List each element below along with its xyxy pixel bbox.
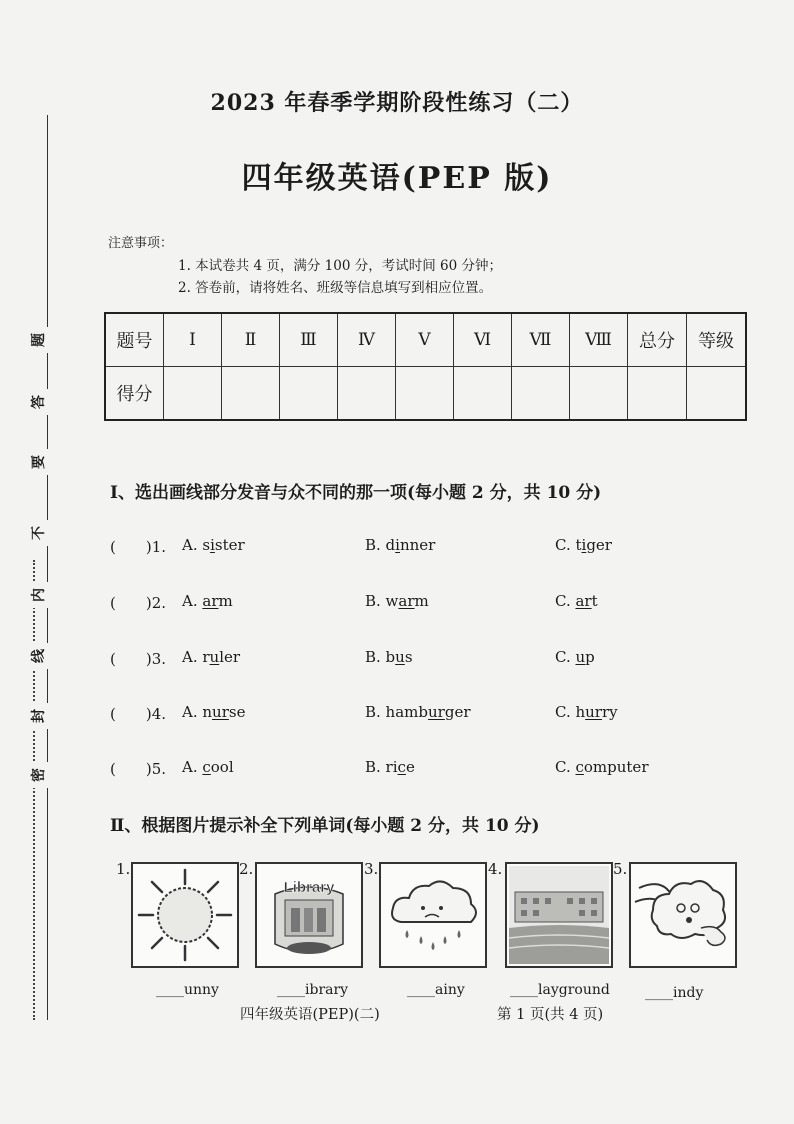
word-blank-windy[interactable]: ____indy [645, 985, 704, 1001]
option-text: B. b [365, 648, 396, 666]
underlined-letters: ar [575, 592, 592, 610]
section-1-title [110, 478, 601, 503]
option-text: C. t [555, 536, 582, 554]
option-text: omputer [583, 758, 649, 776]
rainy-cloud-picture [379, 862, 487, 968]
total-score-label: 总分 [628, 313, 687, 367]
section-number-cell: Ⅴ [396, 313, 454, 367]
section-number-cell: Ⅲ [280, 313, 338, 367]
picture-number: 4. [488, 860, 503, 878]
option-text: A. s [182, 536, 211, 554]
option-a[interactable] [182, 758, 234, 776]
underlined-letters: i [395, 536, 400, 554]
score-label: 得分 [105, 367, 164, 421]
library-picture [255, 862, 363, 968]
word-blank-sunny[interactable]: ____unny [156, 982, 219, 998]
picture-number: 1. [116, 860, 131, 878]
notice-item: 1. 本试卷共 4 页，满分 100 分，考试时间 60 分钟； [178, 258, 502, 274]
section-number-cell: Ⅶ [512, 313, 570, 367]
question-row [110, 703, 750, 727]
section-1-heading: Ⅰ、选出画线部分发音与众不同的那一项 [110, 483, 407, 503]
sun-picture [131, 862, 239, 968]
score-cell[interactable] [280, 367, 338, 421]
underlined-letters: c [397, 758, 406, 776]
option-text: A. [182, 592, 203, 610]
option-a[interactable] [182, 592, 233, 610]
seal-char: 线 [29, 643, 49, 669]
underlined-letters: ur [585, 703, 602, 721]
option-text: p [585, 648, 595, 666]
option-text: A. [182, 758, 203, 776]
question-number[interactable]: ( )1. [110, 538, 167, 556]
option-c[interactable] [555, 592, 598, 610]
picture-number: 2. [239, 860, 254, 878]
option-text: ger [444, 703, 471, 721]
question-number[interactable]: ( )4. [110, 705, 167, 723]
option-text: ool [210, 758, 234, 776]
option-text: m [218, 592, 233, 610]
question-number[interactable]: ( )2. [110, 594, 167, 612]
option-text: B. ri [365, 758, 398, 776]
notice-item: 2. 答卷前，请将姓名、班级等信息填写到相应位置。 [178, 280, 493, 296]
footer-page-number: 第 1 页(共 4 页) [497, 1007, 604, 1023]
playground-picture [505, 862, 613, 968]
exam-title: 2023 年春季学期阶段性练习（二） [210, 90, 584, 116]
word-blank-library[interactable]: ____ibrary [277, 982, 349, 998]
word-blank-rainy[interactable]: ____ainy [407, 982, 465, 998]
option-text: A. r [182, 648, 210, 666]
footer-subject: 四年级英语(PEP)(二) [240, 1007, 380, 1023]
option-text: C. [555, 592, 576, 610]
underlined-letters: c [575, 758, 584, 776]
section-number-cell: Ⅱ [222, 313, 280, 367]
option-b[interactable] [365, 592, 429, 610]
option-a[interactable] [182, 536, 245, 554]
notice-heading: 注意事项： [108, 236, 174, 251]
underlined-letters: i [581, 536, 587, 554]
score-table-header-row [105, 313, 746, 367]
score-cell[interactable] [338, 367, 396, 421]
underlined-letters: i [210, 536, 215, 554]
option-c[interactable] [555, 703, 618, 721]
option-text: se [228, 703, 246, 721]
option-text: ler [219, 648, 241, 666]
subject-title: 四年级英语(PEP 版) [241, 161, 553, 196]
section-number-cell: Ⅵ [454, 313, 512, 367]
seal-char: 答 [29, 389, 49, 415]
underlined-letters: c [202, 758, 211, 776]
question-number[interactable]: ( )5. [110, 760, 167, 778]
option-c[interactable] [555, 536, 612, 554]
score-cell[interactable] [454, 367, 512, 421]
question-number[interactable]: ( )3. [110, 650, 167, 668]
option-text: B. hamb [365, 703, 428, 721]
seal-char: 要 [29, 449, 49, 475]
option-b[interactable] [365, 703, 471, 721]
section-2-title [110, 811, 540, 836]
option-b[interactable] [365, 648, 413, 666]
option-text: s [404, 648, 413, 666]
score-cell[interactable] [164, 367, 222, 421]
word-blank-playground[interactable]: ____layground [510, 982, 610, 998]
seal-char: 内 [29, 582, 49, 608]
option-a[interactable] [182, 703, 245, 721]
question-number-label: 题号 [105, 313, 164, 367]
option-text: e [405, 758, 415, 776]
seal-char: 题 [29, 327, 49, 353]
option-b[interactable] [365, 758, 415, 776]
seal-dotted-line [33, 560, 35, 1020]
score-cell[interactable] [396, 367, 454, 421]
option-text: nner [399, 536, 436, 554]
option-text: t [591, 592, 598, 610]
section-number-cell: Ⅷ [570, 313, 628, 367]
underlined-letters: ar [202, 592, 219, 610]
option-text: B. d [365, 536, 396, 554]
question-row [110, 758, 750, 782]
score-table-score-row [105, 367, 746, 421]
score-cell[interactable] [222, 367, 280, 421]
option-text: ger [586, 536, 612, 554]
picture-number: 5. [613, 860, 628, 878]
question-row [110, 592, 750, 616]
grade-cell[interactable] [687, 367, 747, 421]
option-b[interactable] [365, 536, 435, 554]
grade-label: 等级 [687, 313, 747, 367]
section-2-note: (每小题 2 分，共 10 分) [345, 816, 540, 836]
option-text: C. h [555, 703, 586, 721]
section-number-cell: Ⅰ [164, 313, 222, 367]
underlined-letters: u [395, 648, 405, 666]
seal-line [47, 115, 48, 1020]
option-a[interactable] [182, 648, 240, 666]
section-number-cell: Ⅳ [338, 313, 396, 367]
seal-char: 不 [29, 520, 49, 546]
seal-char: 封 [29, 703, 49, 729]
underlined-letters: ar [398, 592, 415, 610]
underlined-letters: ur [212, 703, 229, 721]
section-2-heading: Ⅱ、根据图片提示补全下列单词 [110, 816, 346, 836]
score-cell[interactable] [512, 367, 570, 421]
option-text: ry [601, 703, 618, 721]
underlined-letters: ur [428, 703, 445, 721]
picture-number: 3. [364, 860, 379, 878]
option-text: C. [555, 758, 576, 776]
section-1-note: (每小题 2 分，共 10 分) [406, 483, 602, 503]
total-score-cell[interactable] [628, 367, 687, 421]
score-cell[interactable] [570, 367, 628, 421]
windy-picture [629, 862, 737, 968]
option-c[interactable] [555, 648, 595, 666]
question-row [110, 536, 750, 560]
option-text: ster [214, 536, 245, 554]
option-text: C. [555, 648, 576, 666]
library-sign-text: Library [283, 879, 335, 896]
score-table [104, 312, 747, 421]
seal-char: 密 [29, 762, 49, 788]
option-text: B. w [365, 592, 399, 610]
question-row [110, 648, 750, 672]
option-text: m [414, 592, 429, 610]
option-text: A. n [182, 703, 213, 721]
underlined-letters: u [209, 648, 220, 666]
underlined-letters: u [575, 648, 586, 666]
option-c[interactable] [555, 758, 648, 776]
